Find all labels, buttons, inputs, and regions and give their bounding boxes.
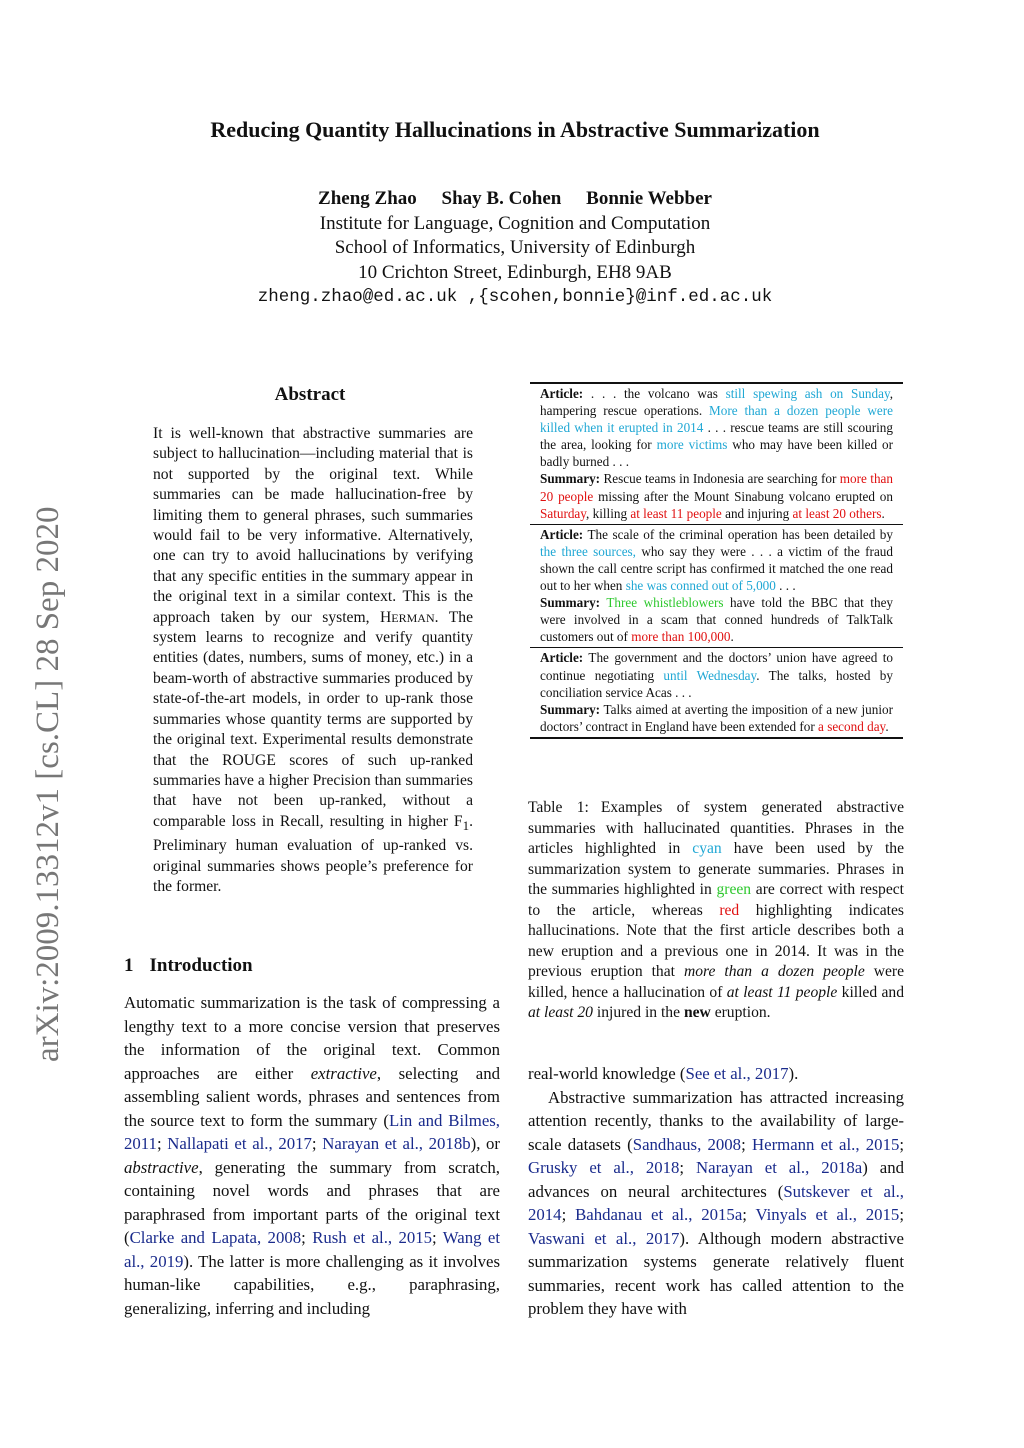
example-row	[530, 647, 903, 736]
citation-link[interactable]: Nallapati et al., 2017	[167, 1134, 312, 1153]
example-row	[530, 524, 903, 648]
citation-link[interactable]: Vaswani et al., 2017	[528, 1228, 680, 1248]
author-names	[200, 187, 830, 212]
table-caption: Table 1: Examples of system generated abstractive summaries with hallucinated quantities. Phrases in the articles highlighted in cyan have been used by the summarization system to generate summaries. Phrases in the summaries highlighted in green are correct with respect to the article, whereas red highlighting indicates hallucinations. Note that the first article describes both a new eruption and a previous one in 2014. It was in the previous eruption that more than a dozen people were killed, hence a hallucination of at least 11 people killed and at least 20 injured in the new eruption.	[528, 799, 905, 1021]
intro-paragraph: real-world knowledge (See et al., 2017).	[528, 1064, 799, 1083]
citation-link[interactable]: Sutskever et al., 2014	[528, 1181, 905, 1224]
citation-link[interactable]: Wang et al., 2019	[124, 1228, 501, 1271]
intro-right-column	[528, 1062, 904, 1321]
author-name: Shay B. Cohen	[441, 188, 562, 209]
author-email: zheng.zhao@ed.ac.uk ,{scohen,bonnie}@inf.ed.ac.uk	[257, 287, 773, 307]
example-summary: Summary: Talks aimed at averting the imposition of a new junior doctors’ contract in England have been extended for a second day.	[540, 701, 893, 734]
affiliation-line: 10 Crichton Street, Edinburgh, EH8 9AB	[358, 261, 672, 283]
example-row	[530, 384, 903, 524]
intro-paragraph: Automatic summarization is the task of compressing a lengthy text to a more concise version that preserves the information of the original text. Common approaches are either extractive, selecting and assembling salient words, phrases and sentences from the source text to form the summary (Lin and Bilmes, 2011; Nallapati et al., 2017; Narayan et al., 2018b), or abstractive, generating the summary from scratch, containing novel words and phrases that are paraphrased from important parts of the original text (Clarke and Lapata, 2008; Rush et al., 2015; Wang et al., 2019). The latter is more challenging as it involves human-like capabilities, e.g., paraphrasing, generalizing, inferring and including	[124, 993, 501, 1318]
citation-link[interactable]: Lin and Bilmes, 2011	[124, 1110, 501, 1153]
arxiv-identifier: arXiv:2009.13312v1 [cs.CL] 28 Sep 2020	[30, 506, 66, 1062]
intro-paragraph: Abstractive summarization has attracted increasing attention recently, thanks to the availability of large-scale datasets (Sandhaus, 2008; Hermann et al., 2015; Grusky et al., 2018; Narayan et al., 2018a) and advances on neural architectures (Sutskever et al., 2014; Bahdanau et al., 2015a; Vinyals et al., 2015; Vaswani et al., 2017). Although modern abstractive summarization systems generate relatively fluent summaries, recent work has called attention to the problem they have with	[528, 1087, 905, 1318]
author-name: Bonnie Webber	[586, 188, 712, 209]
citation-link[interactable]: See et al., 2017	[685, 1064, 789, 1083]
section-heading-introduction: 1 Introduction	[124, 955, 253, 976]
examples-table	[530, 382, 903, 739]
citation-link[interactable]: Sandhaus, 2008	[632, 1134, 742, 1154]
example-summary: Summary: Rescue teams in Indonesia are searching for more than 20 people missing after the Mount Sinabung volcano erupted on Saturday, killing at least 11 people and injuring at least 20 others.	[540, 471, 893, 521]
citation-link[interactable]: Vinyals et al., 2015	[755, 1205, 900, 1224]
author-block	[200, 187, 830, 310]
citation-link[interactable]: Narayan et al., 2018a	[696, 1158, 863, 1177]
citation-link[interactable]: Narayan et al., 2018b	[322, 1134, 471, 1153]
citation-link[interactable]: Bahdanau et al., 2015a	[575, 1205, 743, 1224]
paper-title: Reducing Quantity Hallucinations in Abstractive Summarization	[210, 117, 820, 142]
affiliation-line: Institute for Language, Cognition and Computation	[319, 212, 711, 234]
author-name: Zheng Zhao	[318, 188, 417, 209]
citation-link[interactable]: Grusky et al., 2018	[528, 1158, 680, 1177]
citation-link[interactable]: Hermann et al., 2015	[752, 1134, 900, 1154]
example-article: Article: . . . the volcano was still spewing ash on Sunday, hampering rescue operations. More than a dozen people were killed when it erupted in 2014 . . . rescue teams are still scouring the area, looking for more victims who may have been killed or badly burned . . .	[540, 386, 893, 470]
system-name: HERMAN	[380, 608, 435, 626]
example-article: Article: The government and the doctors’ union have agreed to continue negotiating until Wednesday. The talks, hosted by conciliation service Acas . . .	[540, 650, 893, 700]
abstract-heading: Abstract	[274, 384, 346, 405]
example-summary: Summary: Three whistleblowers have told the BBC that they were involved in a scam that conned hundreds of TalkTalk customers out of more than 100,000.	[540, 595, 894, 645]
affiliation-line: School of Informatics, University of Edinburgh	[334, 237, 696, 258]
citation-link[interactable]: Rush et al., 2015	[312, 1228, 433, 1247]
abstract-text: It is well-known that abstractive summaries are subject to hallucination—including material that is not supported by the original text. While summaries can be made hallucination-free by limiting them to general phrases, such summaries would fail to be very informative. Alternatively, one can try to avoid hallucinations by verifying that any specific entities in the summary appear in the original text in a similar context. This is the approach taken by our system, HERMAN. The system learns to recognize and verify quantity entities (dates, numbers, sums of money, etc.) in a beam-worth of abstractive summaries produced by state-of-the-art models, in order to up-rank those summaries whose quantity terms are supported by the original text. Experimental results demonstrate that the ROUGE scores of such up-ranked summaries have a higher Precision than summaries that have not been up-ranked, without a comparable loss in Recall, resulting in higher $F_1$. Preliminary human evaluation of up-ranked vs. original summaries shows people’s preference for the former.	[153, 425, 473, 896]
citation-link[interactable]: Clarke and Lapata, 2008	[129, 1228, 302, 1247]
example-article: Article: The scale of the criminal operation has been detailed by the three sources, who say they were . . . a victim of the fraud shown the call centre script has confirmed it matched the one read out to her when she was conned out of 5,000 . . .	[540, 526, 893, 594]
